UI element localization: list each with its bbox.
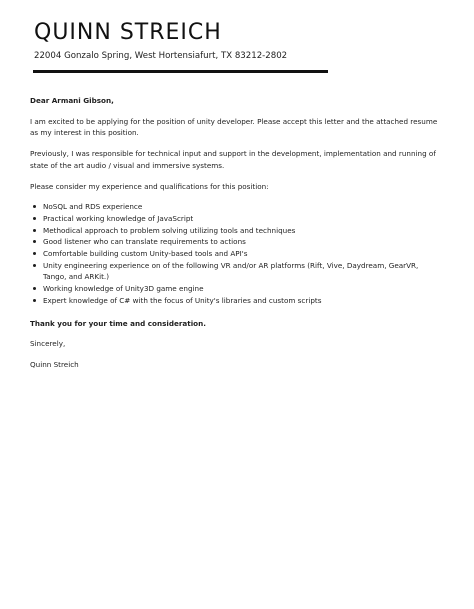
qualification-item: NoSQL and RDS experience bbox=[43, 201, 444, 213]
applicant-address: 22004 Gonzalo Spring, West Hortensiafurt, TX 83212-2802 bbox=[34, 51, 288, 61]
letter-greeting: Dear Armani Gibson, bbox=[30, 96, 114, 105]
qualification-item: Unity engineering experience on of the following VR and/or AR platforms (Rift, Vive, Daydream, GearVR, Tango, and ARKit.) bbox=[43, 260, 444, 283]
experience-paragraph: Previously, I was responsible for technical input and support in the development, implementation and running of state of the art audio / visual and immersive systems. bbox=[30, 149, 436, 170]
signoff: Sincerely, bbox=[30, 339, 66, 349]
qualification-item: Practical working knowledge of JavaScript bbox=[43, 213, 444, 225]
qualification-item: Methodical approach to problem solving utilizing tools and techniques bbox=[43, 225, 444, 237]
thank-you-line: Thank you for your time and consideration. bbox=[30, 318, 206, 328]
qualification-item: Working knowledge of Unity3D game engine bbox=[43, 283, 444, 295]
qualification-item: Good listener who can translate requirements to actions bbox=[43, 236, 444, 248]
qualification-item: Expert knowledge of C# with the focus of Unity's libraries and custom scripts bbox=[43, 295, 444, 307]
qualifications-list bbox=[30, 201, 444, 306]
signature-name: Quinn Streich bbox=[30, 359, 79, 369]
intro-paragraph: I am excited to be applying for the position of unity developer. Please accept this letter and the attached resume as my interest in this position. bbox=[30, 116, 438, 138]
applicant-name: QUINN STREICH bbox=[34, 20, 222, 45]
qualification-item: Comfortable building custom Unity-based tools and API's bbox=[43, 248, 444, 260]
letter-body bbox=[30, 95, 444, 380]
qualifications-intro: Please consider my experience and qualifications for this position: bbox=[30, 181, 269, 191]
header-divider bbox=[33, 70, 328, 73]
